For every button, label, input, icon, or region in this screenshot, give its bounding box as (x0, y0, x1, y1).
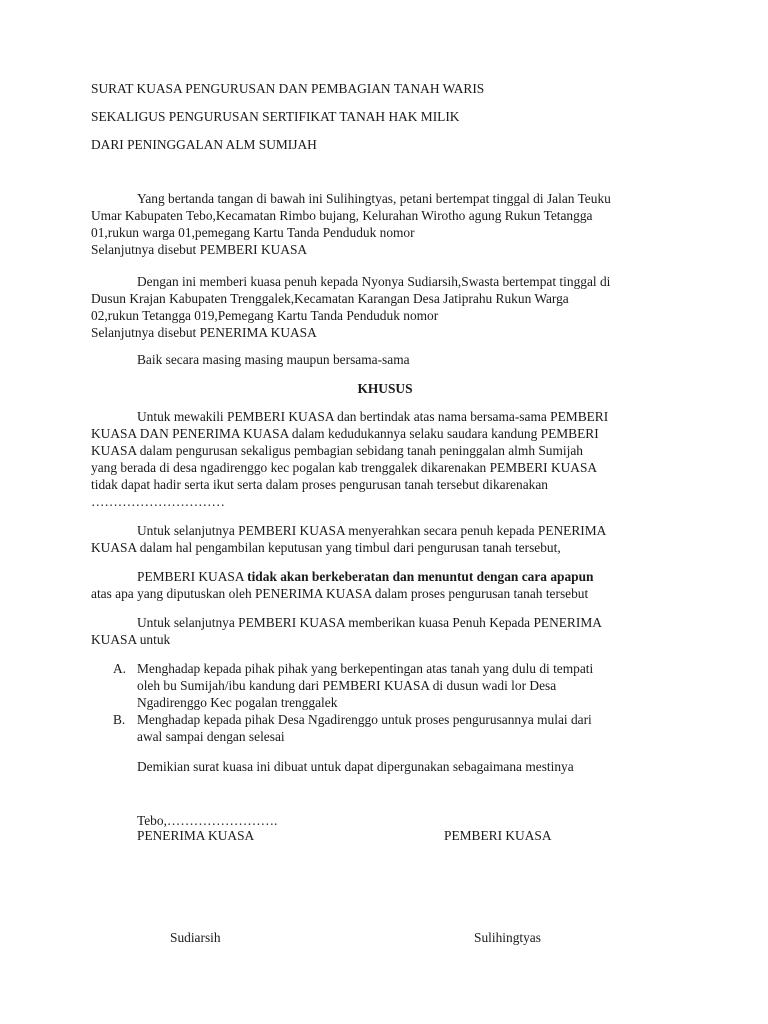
text-line: Menghadap kepada pihak Desa Ngadirenggo untuk proses pengurusannya mulai dari (137, 712, 592, 727)
text-line: Selanjutnya disebut PEMBERI KUASA (91, 242, 308, 257)
text-line: Untuk selanjutnya PEMBERI KUASA memberikan kuasa Penuh Kepada PENERIMA (137, 615, 602, 630)
place-date: Tebo,……………………. (137, 813, 278, 828)
text-line: KUASA dalam pengurusan sekaligus pembagian sebidang tanah peninggalan almh Sumijah (91, 443, 584, 458)
text-line: Umar Kabupaten Tebo,Kecamatan Rimbo bujang, Kelurahan Wirotho agung Rukun Tetangga (91, 208, 593, 223)
text-line: Ngadirenggo Kec pogalan trenggalek (137, 695, 338, 710)
text-line: Untuk mewakili PEMBERI KUASA dan bertindak atas nama bersama-sama PEMBERI (137, 409, 609, 424)
section-heading: KHUSUS (357, 381, 413, 396)
signature-name-grantor: Sulihingtyas (474, 930, 541, 945)
text-line: KUASA DAN PENERIMA KUASA dalam kedudukannya selaku saudara kandung PEMBERI (91, 426, 599, 441)
title-line-3: DARI PENINGGALAN ALM SUMIJAH (91, 137, 317, 152)
text-line: ………………………… (91, 494, 225, 509)
text-line: Dengan ini memberi kuasa penuh kepada Nyonya Sudiarsih,Swasta bertempat tinggal di (137, 274, 611, 289)
paragraph-jointly (91, 351, 681, 368)
paragraph-full-power (91, 614, 681, 648)
signature-name-grantee: Sudiarsih (170, 930, 221, 945)
signature-role-grantor: PEMBERI KUASA (444, 828, 552, 843)
title-line-2: SEKALIGUS PENGURUSAN SERTIFIKAT TANAH HAK MILIK (91, 109, 460, 124)
text-bold: tidak akan berkeberatan dan menuntut dengan cara apapun (247, 569, 594, 584)
text-line: 02,rukun Tetangga 019,Pemegang Kartu Tanda Penduduk nomor (91, 308, 439, 323)
text-line: Selanjutnya disebut PENERIMA KUASA (91, 325, 317, 340)
text-line: Yang bertanda tangan di bawah ini Sulihingtyas, petani bertempat tinggal di Jalan Teuku (137, 191, 611, 206)
title-line-1: SURAT KUASA PENGURUSAN DAN PEMBAGIAN TANAH WARIS (91, 81, 485, 96)
text-line: oleh bu Sumijah/ibu kandung dari PEMBERI KUASA di dusun wadi lor Desa (137, 678, 557, 693)
text-line: 01,rukun warga 01,pemegang Kartu Tanda Penduduk nomor (91, 225, 415, 240)
text-lead: PEMBERI KUASA (137, 569, 248, 584)
paragraph-grantee (91, 273, 681, 341)
text-line: tidak dapat hadir serta ikut serta dalam proses pengurusan tanah tersebut dikarenakan (91, 477, 548, 492)
list-marker: A. (113, 661, 127, 676)
text-line: awal sampai dengan selesai (137, 729, 285, 744)
text-line: KUASA untuk (91, 632, 171, 647)
paragraph-no-objection (91, 568, 681, 602)
text-line (91, 568, 681, 585)
signature-role-grantee: PENERIMA KUASA (137, 828, 255, 843)
text-line: yang berada di desa ngadirenggo kec pogalan kab trenggalek dikarenakan PEMBERI KUASA (91, 460, 598, 475)
text-line: Untuk selanjutnya PEMBERI KUASA menyerahkan secara penuh kepada PENERIMA (137, 523, 607, 538)
list-marker: B. (113, 712, 126, 727)
text-line: KUASA dalam hal pengambilan keputusan yang timbul dari pengurusan tanah tersebut, (91, 540, 561, 555)
text-line: Baik secara masing masing maupun bersama-sama (137, 352, 410, 367)
paragraph-grantor (91, 190, 681, 258)
text-line: Dusun Krajan Kabupaten Trenggalek,Kecamatan Karangan Desa Jatiprahu Rukun Warga (91, 291, 569, 306)
list-item-text (137, 660, 697, 711)
text-line: Menghadap kepada pihak pihak yang berkepentingan atas tanah yang dulu di tempati (137, 661, 594, 676)
paragraph-delegation (91, 522, 681, 556)
closing-statement: Demikian surat kuasa ini dibuat untuk dapat dipergunakan sebagaimana mestinya (137, 759, 574, 774)
text-line: atas apa yang diputuskan oleh PENERIMA KUASA dalam proses pengurusan tanah tersebut (91, 586, 589, 601)
paragraph-representation (91, 408, 681, 510)
list-item-text (137, 711, 697, 745)
